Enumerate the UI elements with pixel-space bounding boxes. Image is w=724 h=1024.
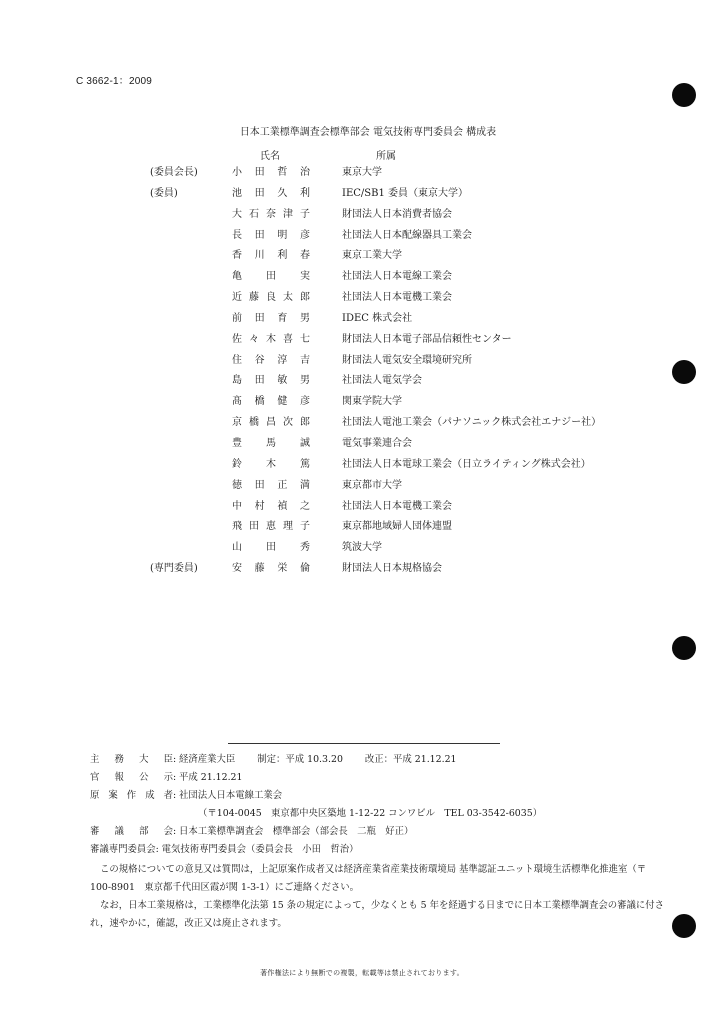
member-row (0, 437, 724, 458)
member-name: 髙橋健彦 (232, 396, 310, 408)
member-row (0, 562, 724, 583)
member-row (0, 541, 724, 562)
member-name: 徳田正満 (232, 479, 310, 491)
member-name: 小田哲治 (232, 167, 310, 178)
footer-divider (228, 743, 500, 744)
established-date: 制定：平成 10.3.20 (257, 754, 343, 765)
member-affiliation: IDEC 株式会社 (342, 312, 413, 324)
member-role: (専門委員) (150, 563, 198, 575)
member-row (0, 187, 724, 208)
member-affiliation: 東京都市大学 (342, 479, 402, 491)
member-name: 豊馬誠 (232, 437, 310, 449)
member-affiliation: 社団法人日本電線工業会 (342, 271, 452, 283)
member-affiliation: 社団法人日本配線器具工業会 (342, 229, 472, 241)
member-affiliation: 東京大学 (342, 167, 382, 178)
member-row (0, 479, 724, 500)
member-affiliation: 電気事業連合会 (342, 437, 412, 449)
council-row: 審議部会: 日本工業標準調査会 標準部会（部会長 二瓶 好正） (90, 826, 414, 837)
member-affiliation: 社団法人電池工業会（パナソニック株式会社エナジー社） (342, 417, 602, 429)
member-row (0, 312, 724, 333)
member-name: 島田敏男 (232, 375, 310, 387)
member-name: 大石奈津子 (232, 208, 310, 220)
gazette-value: 平成 21.12.21 (179, 772, 243, 783)
member-name: 前田育男 (232, 312, 310, 324)
council-value: 日本工業標準調査会 標準部会（部会長 二瓶 好正） (179, 826, 414, 837)
member-affiliation: 東京都地域婦人団体連盟 (342, 521, 452, 533)
member-row (0, 416, 724, 437)
member-row (0, 208, 724, 229)
column-header-affiliation: 所属 (376, 151, 396, 162)
member-name: 京橋昌次郎 (232, 417, 310, 429)
revised-date: 改正：平成 21.12.21 (364, 754, 457, 765)
member-affiliation: 社団法人電気学会 (342, 375, 422, 387)
committee-title: 日本工業標準調査会標準部会 電気技術専門委員会 構成表 (239, 127, 497, 138)
member-row (0, 520, 724, 541)
draft-author-label: 原案作成者 (90, 790, 173, 801)
member-name: 近藤良太郎 (232, 292, 310, 304)
member-row (0, 458, 724, 479)
member-name: 鈴木篤 (232, 458, 310, 470)
member-name: 香川利春 (232, 250, 310, 262)
standard-footer (90, 753, 680, 933)
member-name: 佐々木喜七 (232, 333, 310, 345)
minister-value: 経済産業大臣 (179, 754, 236, 765)
member-affiliation: 財団法人日本電子部品信頼性センター (342, 333, 512, 345)
binder-hole-marker (672, 83, 696, 107)
member-affiliation: IEC/SB1 委員（東京大学） (342, 187, 469, 199)
binder-hole-marker (672, 636, 696, 660)
council-label: 審議部会 (90, 826, 173, 837)
member-name: 飛田恵理子 (232, 521, 310, 533)
member-role: (委員会長) (150, 167, 198, 178)
member-row (0, 166, 724, 187)
member-affiliation: 社団法人日本電機工業会 (342, 500, 452, 512)
draft-author-value: 社団法人日本電線工業会 (179, 790, 283, 801)
member-row (0, 229, 724, 250)
committee-value: 電気技術専門委員会（委員会長 小田 哲治） (161, 844, 359, 855)
member-row (0, 500, 724, 521)
column-header-name: 氏名 (260, 151, 280, 162)
member-name: 池田久利 (232, 187, 310, 199)
minister-row: 主務大臣: 経済産業大臣 制定：平成 10.3.20 改正：平成 21.12.21 (90, 754, 457, 765)
member-affiliation: 財団法人電気安全環境研究所 (342, 354, 472, 366)
draft-author-row: 原案作成者: 社団法人日本電線工業会 (90, 790, 283, 801)
gazette-label: 官報公示 (90, 772, 173, 783)
member-role: (委員) (150, 187, 178, 199)
member-affiliation: 筑波大学 (342, 542, 382, 554)
draft-author-address: （〒104-0045 東京都中央区築地 1-12-22 コンワビル TEL 03-3542-6035） (198, 808, 543, 819)
committee-label: 審議専門委員会 (90, 844, 156, 855)
member-row (0, 333, 724, 354)
review-note: なお，日本工業規格は，工業標準化法第 15 条の規定によって，少なくとも 5 年を経過する日までに日本工業標準調査会の審議に付され，速やかに，確認，改正又は廃止されます。 (90, 900, 665, 929)
member-affiliation: 東京工業大学 (342, 250, 402, 262)
member-row (0, 395, 724, 416)
member-name: 中村禎之 (232, 500, 310, 512)
gazette-row: 官報公示: 平成 21.12.21 (90, 772, 243, 783)
member-affiliation: 社団法人日本電機工業会 (342, 292, 452, 304)
copyright-notice: 著作権法により無断での複製，転載等は禁止されております。 (260, 969, 464, 977)
member-row (0, 249, 724, 270)
member-name: 長田明彦 (232, 229, 310, 241)
member-list (0, 166, 724, 583)
member-affiliation: 関東学院大学 (342, 396, 402, 408)
member-name: 山田秀 (232, 542, 310, 554)
member-row (0, 291, 724, 312)
minister-label: 主務大臣 (90, 754, 173, 765)
member-row (0, 374, 724, 395)
committee-row: 審議専門委員会: 電気技術専門委員会（委員会長 小田 哲治） (90, 844, 359, 855)
inquiry-note: この規格についての意見又は質問は，上記原案作成者又は経済産業省産業技術環境局 基準認証ユニット環境生活標準化推進室（〒100-8901 東京都千代田区霞が関 1-3-1）にご連絡ください。 (90, 864, 647, 893)
member-name: 亀田実 (232, 271, 310, 283)
member-row (0, 270, 724, 291)
page-identifier: C 3662-1：2009 (76, 76, 152, 87)
member-affiliation: 財団法人日本消費者協会 (342, 208, 452, 220)
member-name: 安藤栄倫 (232, 563, 310, 575)
member-name: 住谷淳吉 (232, 354, 310, 366)
member-row (0, 354, 724, 375)
member-affiliation: 社団法人日本電球工業会（日立ライティング株式会社） (342, 458, 591, 470)
member-affiliation: 財団法人日本規格協会 (342, 563, 442, 575)
